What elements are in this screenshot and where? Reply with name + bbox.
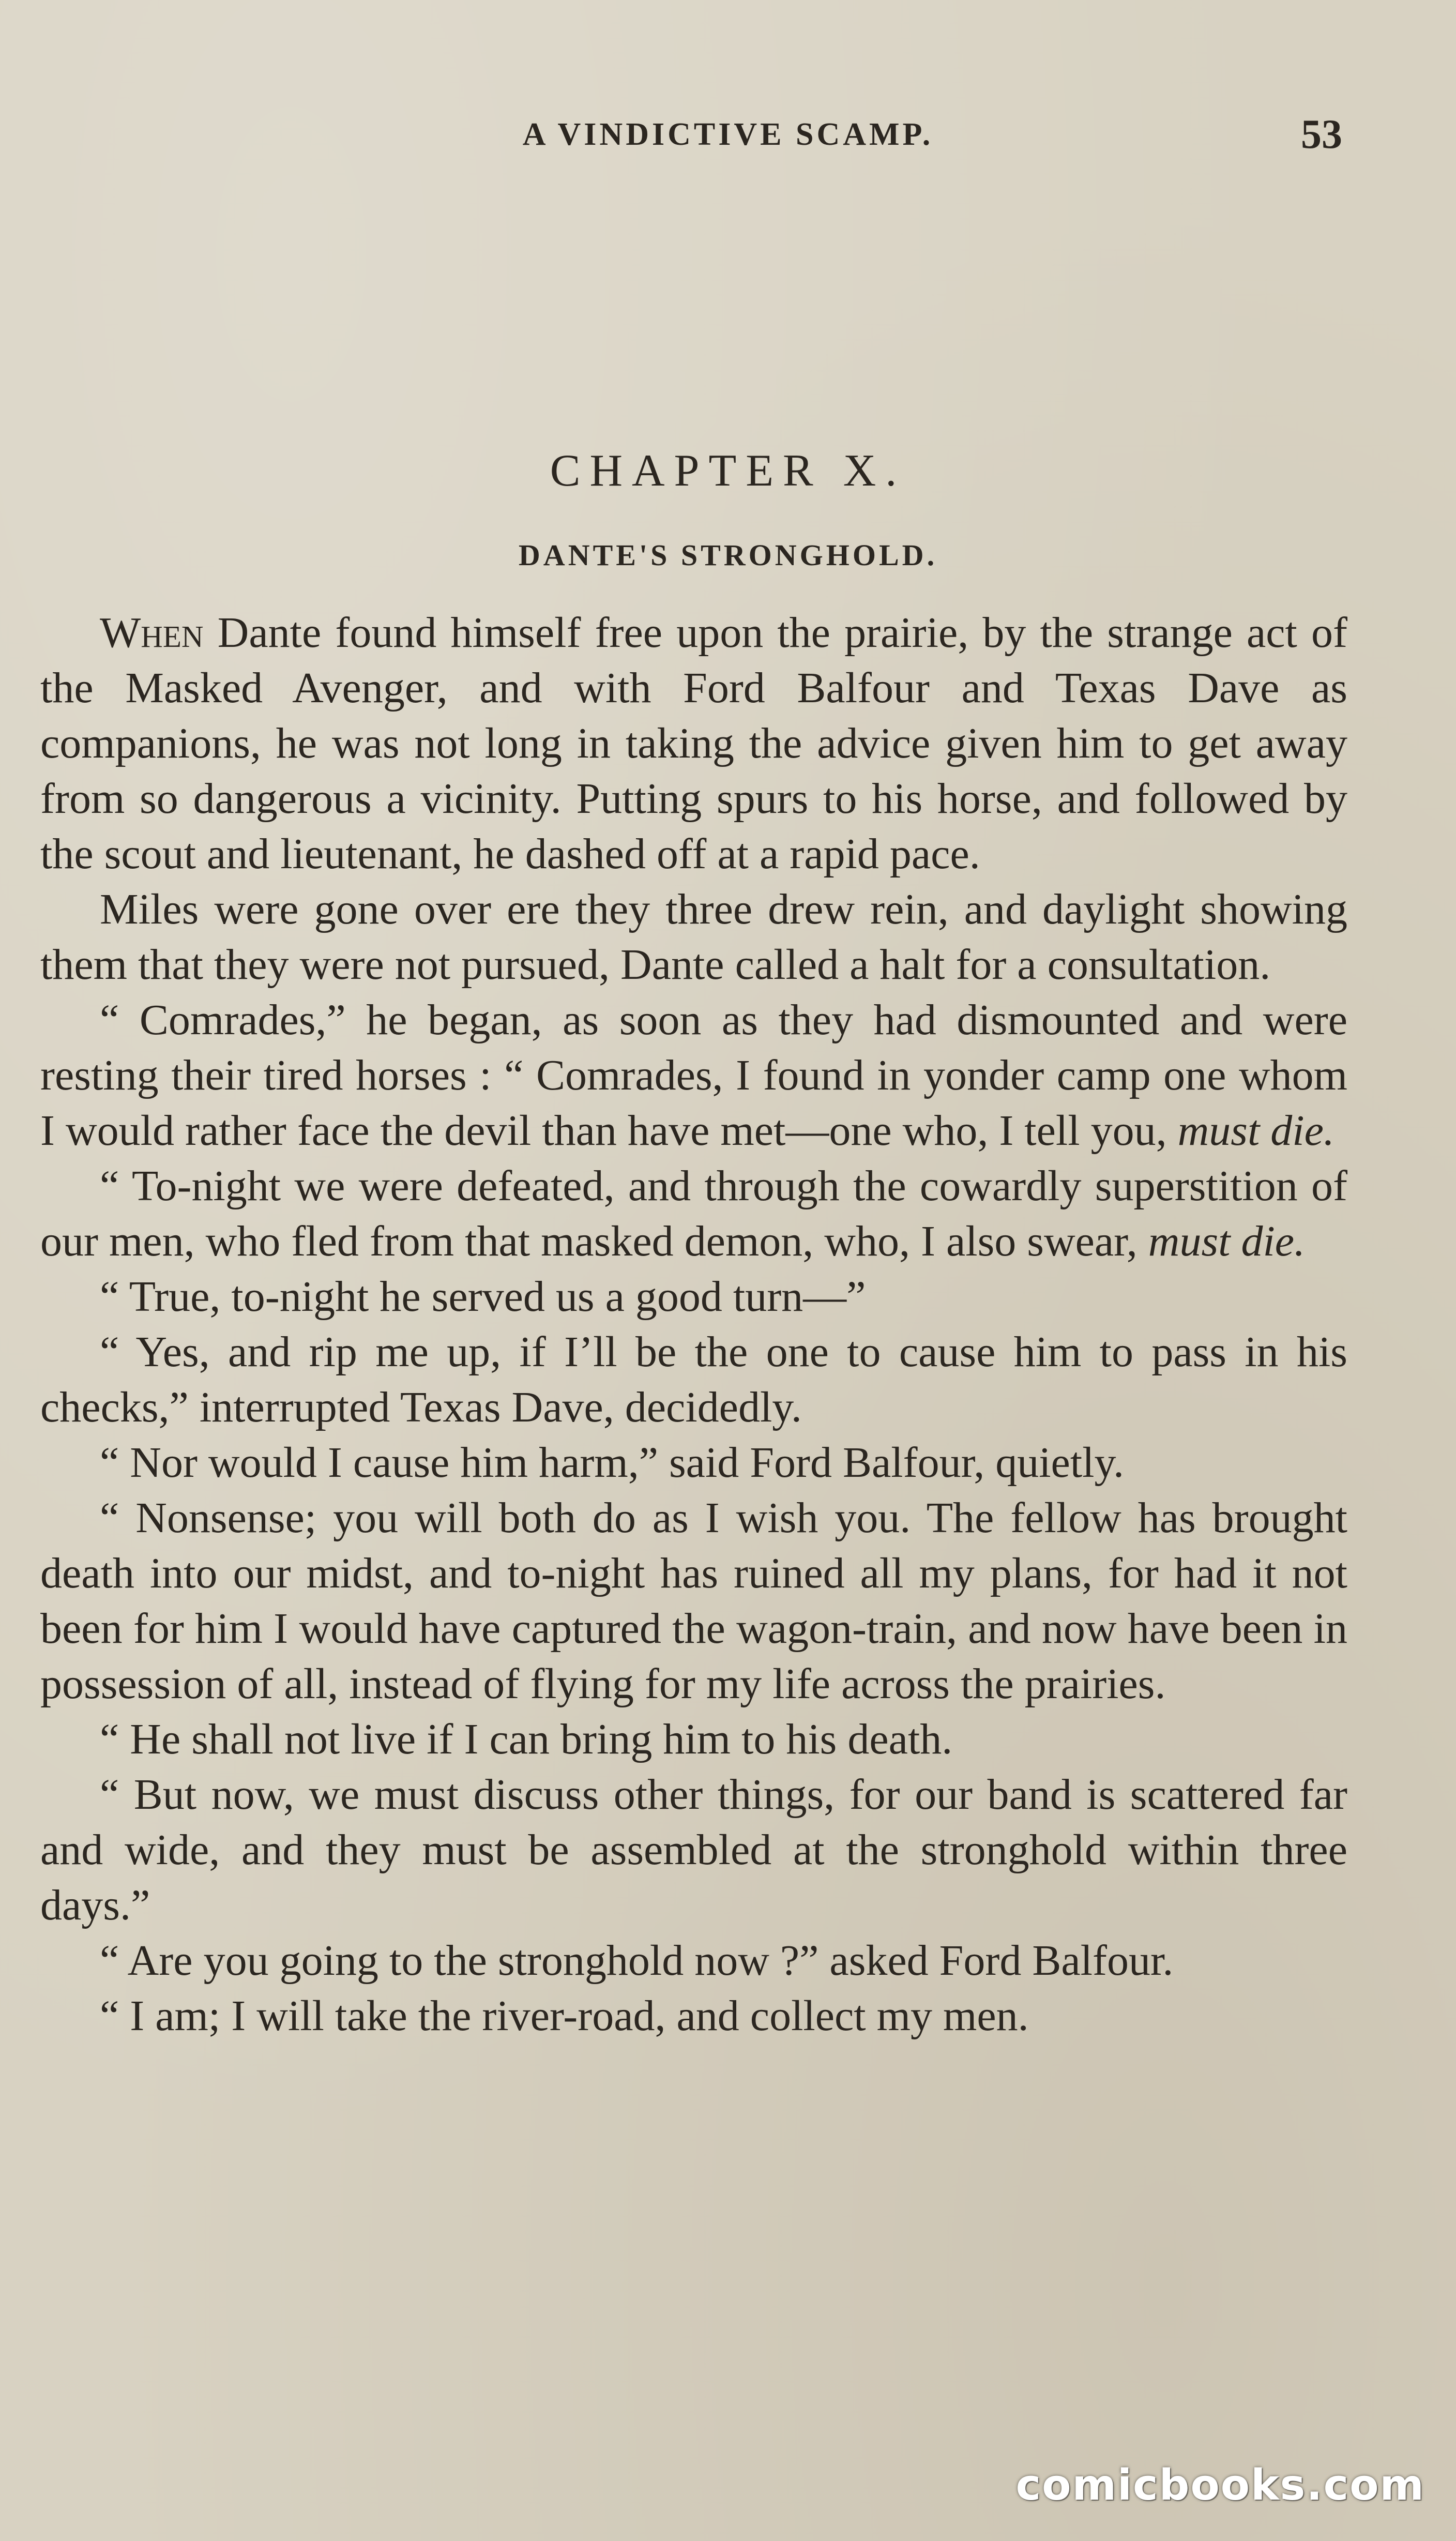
paragraph: “ Nonsense; you will both do as I wish you. The fellow has brought death into our midst, and to-night has ruined all my plans, for had it not been for him I would have captured the wagon-train, and now have been in possession of all, instead of flying for my life across the prairies. bbox=[40, 1494, 1347, 1708]
paragraph: “ But now, we must discuss other things, for our band is scattered far and wide, and they must be assembled at the stronghold within three days.” bbox=[40, 1771, 1347, 1929]
paragraph bbox=[40, 605, 1347, 882]
paragraph: “ He shall not live if I can bring him to his death. bbox=[100, 1715, 953, 1763]
paragraph-emphasis: must die. bbox=[1177, 1107, 1334, 1155]
paragraph: “ Yes, and rip me up, if I’ll be the one to cause him to pass in his checks,” interrupted Texas Dave, decidedly. bbox=[40, 1328, 1347, 1431]
chapter-subtitle: DANTE'S STRONGHOLD. bbox=[518, 538, 938, 572]
watermark: comicbooks.com bbox=[1015, 2461, 1425, 2510]
paragraph bbox=[40, 1158, 1347, 1269]
paragraph-text: Dante found himself free upon the prairie, by the strange act of the Masked Avenger, and with Ford Balfour and Texas Dave as companions, he was not long in taking the advice given him to get away from so dangerous a vicinity. Putting spurs to his horse, and followed by the scout and lieutenant, he dashed off at a rapid pace. bbox=[40, 609, 1347, 878]
paragraph: “ Are you going to the stronghold now ?” asked Ford Balfour. bbox=[100, 1937, 1174, 1985]
paragraph: Miles were gone over ere they three drew rein, and daylight showing them that they were not pursued, Dante called a halt for a consultation. bbox=[40, 885, 1347, 989]
paragraph-lead-word: When bbox=[100, 609, 204, 657]
running-header bbox=[0, 112, 1456, 173]
paragraph-text: “ To-night we were defeated, and through the cowardly superstition of our men, who fled from that masked demon, who, I also swear, bbox=[40, 1162, 1347, 1265]
page-number: 53 bbox=[1301, 112, 1342, 157]
paragraph: “ True, to-night he served us a good turn—” bbox=[100, 1273, 866, 1321]
body-text bbox=[40, 605, 1347, 2044]
chapter-title: CHAPTER X. bbox=[550, 446, 906, 496]
paragraph: “ Nor would I cause him harm,” said Ford Balfour, quietly. bbox=[100, 1439, 1125, 1487]
paragraph-emphasis: must die. bbox=[1148, 1217, 1306, 1265]
paragraph bbox=[40, 992, 1347, 1158]
paragraph-text: “ Comrades,” he began, as soon as they had dismounted and were resting their tired horses : “ Comrades, I found in yonder camp one whom I would rather face the devil than have met—one who, I tell you, bbox=[40, 996, 1347, 1155]
paragraph: “ I am; I will take the river-road, and collect my men. bbox=[100, 1992, 1029, 2040]
running-title: A VINDICTIVE SCAMP. bbox=[522, 117, 934, 152]
